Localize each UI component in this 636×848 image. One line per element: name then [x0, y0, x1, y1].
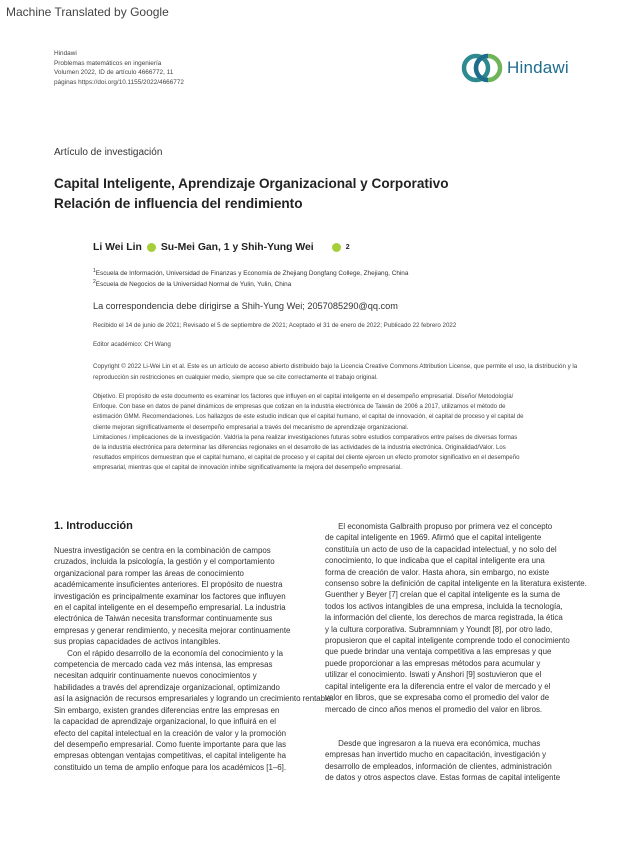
abstract-line: Enfoque. Con base en datos de panel dinámicos de empresas que cotizan en la industria electrónica de Taiwán de 2006 a 2017, utilizamos el método de: [93, 403, 506, 411]
body-line: [325, 726, 595, 737]
body-line: cruzados, incluida la psicología, la gestión y el comportamiento: [54, 557, 275, 567]
author-rest: Su-Mei Gan, 1 y Shih-Yung Wei: [160, 242, 314, 253]
body-line: la capacidad de aprendizaje organizacional, lo que influirá en el: [54, 717, 276, 727]
section-heading: 1. Introducción: [54, 520, 133, 532]
body-line: todos los activos intangibles de una empresa, incluida la tecnología,: [325, 601, 563, 611]
journal-volume: Volumen 2022, ID de artículo 4666772, 11: [54, 69, 174, 77]
hindawi-logo-icon: [461, 52, 503, 84]
body-line: desarrollo de empleados, información de clientes, administración: [325, 761, 552, 771]
body-line: organizacional para romper las áreas de conocimiento: [54, 568, 244, 578]
body-line: habilidades a través del aprendizaje organizacional, optimizando: [54, 682, 280, 692]
body-column-left: [54, 545, 334, 773]
body-line: efecto del capital intelectual en la creación de valor y la promoción: [54, 728, 287, 738]
abstract: [93, 392, 583, 474]
affiliation-text: Escuela de Negocios de la Universidad Normal de Yulin, Yulin, China: [95, 281, 292, 289]
affiliation-number: 1: [93, 268, 96, 274]
correspondence: La correspondencia debe dirigirse a Shih-Yung Wei; 2057085290@qq.com: [93, 301, 398, 311]
body-line: constituía un acto de uso de la capacidad intelectual, y no solo del: [325, 544, 557, 554]
abstract-line: cliente mejoran significativamente el desempeño empresarial a través del mecanismo de aprendizaje organizacional.: [93, 423, 409, 431]
body-line: Sin embargo, existen grandes diferencias entre las empresas en: [54, 705, 280, 715]
paper-title-line-2: Relación de influencia del rendimiento: [54, 196, 303, 211]
body-line: Guenther y Beyer [7] creían que el capital inteligente es la suma de: [325, 590, 561, 600]
hindawi-logo: [461, 52, 569, 84]
machine-translation-banner: Machine Translated by Google: [6, 5, 169, 19]
body-line: de datos y otros aspectos clave. Estas formas de capital inteligente: [325, 772, 561, 782]
abstract-line: empresarial, mientras que el capital de innovación inhibe significativamente la mejora del desempeño empresarial.: [93, 464, 402, 472]
body-line: utilizar el conocimiento. Iswati y Anshori [9] sostuvieron que el: [325, 670, 542, 680]
body-line: constituido un tema de amplio enfoque para los académicos [1–6].: [54, 762, 287, 772]
body-line: puede proporcionar a las empresas métodos para acumular y: [325, 658, 541, 668]
body-line: capital inteligente era la diferencia entre el valor de mercado y el: [325, 681, 551, 691]
body-line: de capital inteligente en 1969. Afirmó que el capital inteligente: [325, 533, 542, 543]
affiliation-2: [93, 279, 291, 288]
body-line: mercado de cinco años menos el promedio del valor en libros.: [325, 704, 543, 714]
body-line: la información del cliente, los derechos de marca registrada, la ética: [325, 613, 563, 623]
body-column-right: [325, 521, 595, 783]
body-line: investigación es principalmente examinar los factores que influyen: [54, 591, 286, 601]
publication-dates: Recibido el 14 de junio de 2021; Revisado el 5 de septiembre de 2021; Aceptado el 31 de enero de 2022; Publicado 22 febrero 2022: [93, 322, 457, 329]
body-line: así la asignación de recursos empresariales y logrando un crecimiento rentable.: [54, 694, 334, 704]
body-line: Con el rápido desarrollo de la economía del conocimiento y la: [54, 648, 283, 658]
body-line: necesitan adquirir continuamente nuevos conocimientos y: [54, 671, 257, 681]
journal-doi-link[interactable]: páginas https://doi.org/10.1155/2022/4666772: [54, 78, 184, 86]
body-line: empresas han invertido mucho en capacitación, investigación y: [325, 750, 547, 760]
article-type: Artículo de investigación: [54, 147, 163, 158]
body-line: sus propias capacidades de activos intangibles.: [54, 637, 221, 647]
body-line: que puede brindar una ventaja competitiva a las empresas y que: [325, 647, 552, 657]
body-line: competencia de mercado cada vez más intensa, las empresas: [54, 660, 273, 670]
affiliation-number: 2: [93, 279, 96, 285]
body-line: en el capital inteligente en el desempeño empresarial. La industria: [54, 603, 286, 613]
body-line: conocimiento, lo que indicaba que el capital inteligente era una: [325, 556, 545, 566]
affiliation-text: Escuela de Información, Universidad de Finanzas y Economía de Zhejiang Dongfang College, Zhejiang, China: [95, 270, 409, 278]
body-line: consenso sobre la definición de capital inteligente en la literatura existente.: [325, 579, 587, 589]
academic-editor: Editor académico: CH Wang: [93, 341, 171, 348]
body-line: Nuestra investigación se centra en la combinación de campos: [54, 546, 271, 555]
author-first: Li Wei Lin: [93, 242, 142, 253]
body-line: valor en libros, que se expresaba como el promedio del valor de: [325, 693, 550, 703]
abstract-line: resultados empíricos demuestran que el capital humano, el capital de proceso y el capital del cliente ejercen un efecto promotor significativo en el desempeño: [93, 454, 520, 462]
paper-title: [54, 174, 574, 214]
body-line: académicamente insuficientes anteriores. El propósito de nuestra: [54, 580, 283, 590]
orcid-icon[interactable]: [332, 243, 341, 252]
body-line: y la cultura corporativa. Subramnniam y Youndt [8], por otro lado,: [325, 624, 553, 634]
publisher-name: Hindawi: [54, 50, 77, 57]
body-line: empresas y generar rendimiento, y necesita mejorar continuamente: [54, 625, 291, 635]
orcid-icon[interactable]: [147, 243, 156, 252]
abstract-line: Limitaciones / implicaciones de la investigación. Valdría la pena realizar investigaciones futuras sobre estudios comparativos entre países de diversas formas: [93, 433, 518, 441]
journal-name: Problemas matemáticos en ingeniería: [54, 59, 162, 67]
author-list: [93, 242, 350, 253]
affiliation-1: [93, 268, 408, 277]
body-line: empresas obtengan ventajas competitivas, el capital inteligente ha: [54, 751, 287, 761]
abstract-line: de la industria electrónica para determinar las diferencias regionales en el desarrollo de las actividades de la industria electrónica. Originalidad/Valor. Los: [93, 444, 506, 452]
abstract-line: Objetivo. El propósito de este documento es examinar los factores que influyen en el capital inteligente en el desempeño empresarial. Diseño/ Metodología/: [93, 393, 514, 400]
author-superscript: 2: [345, 244, 350, 251]
body-line: propusieron que el capital inteligente comprende todo el conocimiento: [325, 636, 570, 646]
hindawi-logo-word: Hindawi: [507, 58, 569, 77]
body-line: electrónica de Taiwán necesita transformar continuamente sus: [54, 614, 273, 624]
body-line: del desempeño empresarial. Como fuente importante para que las: [54, 739, 287, 749]
abstract-line: estimación GMM. Recomendaciones. Los hallazgos de este estudio indican que el capital humano, el capital de innovación, el capital de proceso y el capital de: [93, 413, 524, 421]
journal-info: [54, 49, 184, 87]
body-line: [325, 715, 595, 726]
copyright-notice: Copyright © 2022 Li-Wei Lin et al. Este es un artículo de acceso abierto distribuido bajo la Licencia Creative Commons Attribution License, que permite el uso, la distribución y la reproducción sin restricciones en cualquier medio, siempre que se cite correctamente el trabajo original.: [93, 363, 578, 381]
body-line: forma de creación de valor. Hasta ahora, sin embargo, no existe: [325, 567, 550, 577]
paper-title-line-1: Capital Inteligente, Aprendizaje Organizacional y Corporativo: [54, 176, 449, 191]
body-line: Desde que ingresaron a la nueva era económica, muchas: [325, 738, 541, 748]
body-line: El economista Galbraith propuso por primera vez el concepto: [325, 522, 553, 531]
